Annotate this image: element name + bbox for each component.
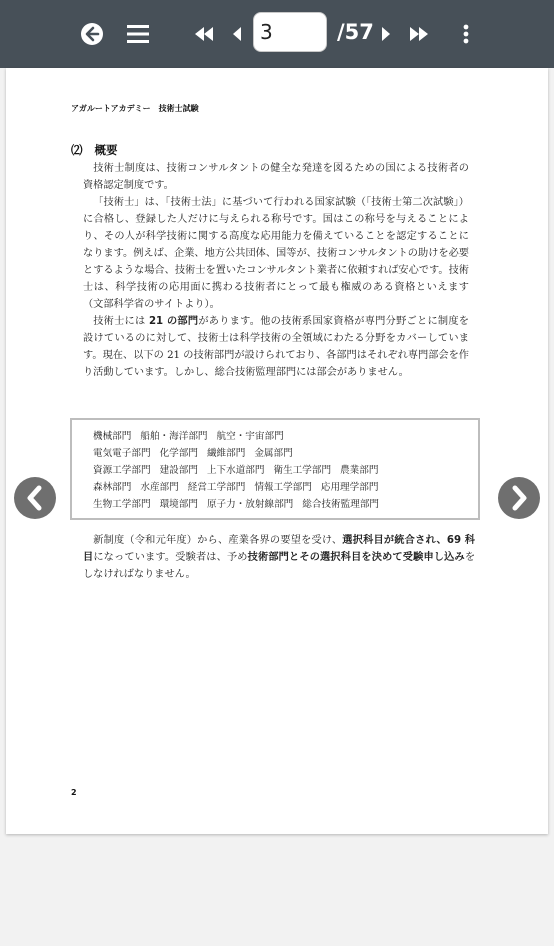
department-row [93, 428, 478, 445]
paragraph: 技術士には 21 の部門があります。他の技術系国家資格が専門分野ごとに制度を設けているのに対して、技術士は科学技術の全領域にわたる分野をカバーしています。現在、以下の 21 の技術部門が設けられており、各部門はそれぞれ専門部会を作り活動しています。しかし、総合技術監理部門には部会がありません。 [83, 316, 469, 378]
department-item: 農業部門 [340, 465, 379, 476]
department-row [93, 445, 478, 462]
page-footer-number: 2 [71, 788, 77, 797]
page-number-input[interactable] [253, 12, 327, 52]
previous-page-button[interactable] [231, 20, 243, 48]
department-item: 化学部門 [159, 448, 198, 459]
department-item: 衛生工学部門 [273, 465, 332, 476]
section-number: ⑵ [71, 143, 83, 157]
document-viewer[interactable] [0, 68, 554, 946]
hamburger-menu-icon [127, 24, 149, 44]
department-item: 船舶・海洋部門 [140, 431, 208, 442]
paragraph: 新制度（令和元年度）から、産業各界の要望を受け、選択科目が統合され、69 科目になっています。受験者は、予め技術部門とその選択科目を決めて受験申し込みをしなければなりません。 [83, 535, 476, 580]
department-row [93, 479, 478, 496]
paragraph: 技術士制度は、技術コンサルタントの健全な発達を図るための国による技術者の資格認定制度です。 [83, 163, 469, 191]
previous-page-icon [232, 27, 242, 41]
department-row [93, 496, 478, 513]
department-item: 電気電子部門 [93, 448, 151, 459]
first-page-button[interactable] [194, 20, 214, 48]
body-text [83, 160, 469, 381]
emphasis-text: 技術部門とその選択科目を決めて受験申し込み [247, 552, 465, 563]
chevron-right-icon [508, 485, 530, 511]
first-page-icon [194, 27, 214, 41]
department-item: 応用理学部門 [320, 482, 379, 493]
last-page-button[interactable] [409, 20, 429, 48]
last-page-icon [409, 27, 429, 41]
department-item: 水産部門 [140, 482, 179, 493]
menu-button[interactable] [127, 20, 149, 48]
section-heading [71, 142, 118, 158]
total-pages-label: /57 [337, 20, 374, 44]
body-text-2 [83, 532, 475, 583]
back-circle-icon [80, 22, 104, 46]
department-item: 上下水道部門 [206, 465, 265, 476]
department-item: 機械部門 [93, 431, 132, 442]
department-item: 総合技術監理部門 [302, 499, 380, 510]
department-item: 原子力・放射線部門 [206, 499, 294, 510]
department-item: 繊維部門 [206, 448, 246, 459]
next-page-arrow[interactable] [498, 477, 540, 519]
department-item: 経営工学部門 [187, 482, 246, 493]
department-item: 森林部門 [93, 482, 132, 493]
emphasis-text: 選択科目が統合され、69 科目 [83, 535, 475, 563]
department-item: 環境部門 [159, 499, 198, 510]
next-page-button[interactable] [380, 20, 392, 48]
department-item: 情報工学部門 [254, 482, 312, 493]
department-item: 資源工学部門 [93, 465, 151, 476]
more-vertical-icon [462, 24, 470, 44]
department-item: 生物工学部門 [93, 499, 151, 510]
department-item: 航空・宇宙部門 [216, 431, 284, 442]
pdf-page [6, 68, 548, 834]
document-header: アガルートアカデミー 技術士試験 [71, 104, 199, 113]
chevron-left-icon [24, 485, 46, 511]
pdf-toolbar [0, 0, 554, 68]
back-button[interactable] [80, 20, 104, 48]
more-options-button[interactable] [460, 20, 472, 48]
section-title: 概要 [94, 143, 118, 157]
previous-page-arrow[interactable] [14, 477, 56, 519]
department-row [93, 462, 478, 479]
paragraph: 「技術士」は、「技術士法」に基づいて行われる国家試験（「技術士第二次試験」）に合格し、登録した人だけに与えられる称号です。国はこの称号を与えることにより、その人が科学技術に関する高度な応用能力を備えていることを認定することになります。例えば、企業、地方公共団体、国等が、技術コンサルタントの助けを必要とするような場合、技術士を置いたコンサルタント業者に依頼すれば安心です。技術士は、科学技術の応用面に携わる技術者にとって最も権威のある資格といえます（文部科学省のサイトより）。 [83, 197, 469, 310]
departments-box [70, 418, 480, 520]
next-page-icon [381, 27, 391, 41]
emphasis-text: 21 の部門 [148, 316, 199, 327]
department-item: 金属部門 [254, 448, 293, 459]
department-item: 建設部門 [159, 465, 198, 476]
